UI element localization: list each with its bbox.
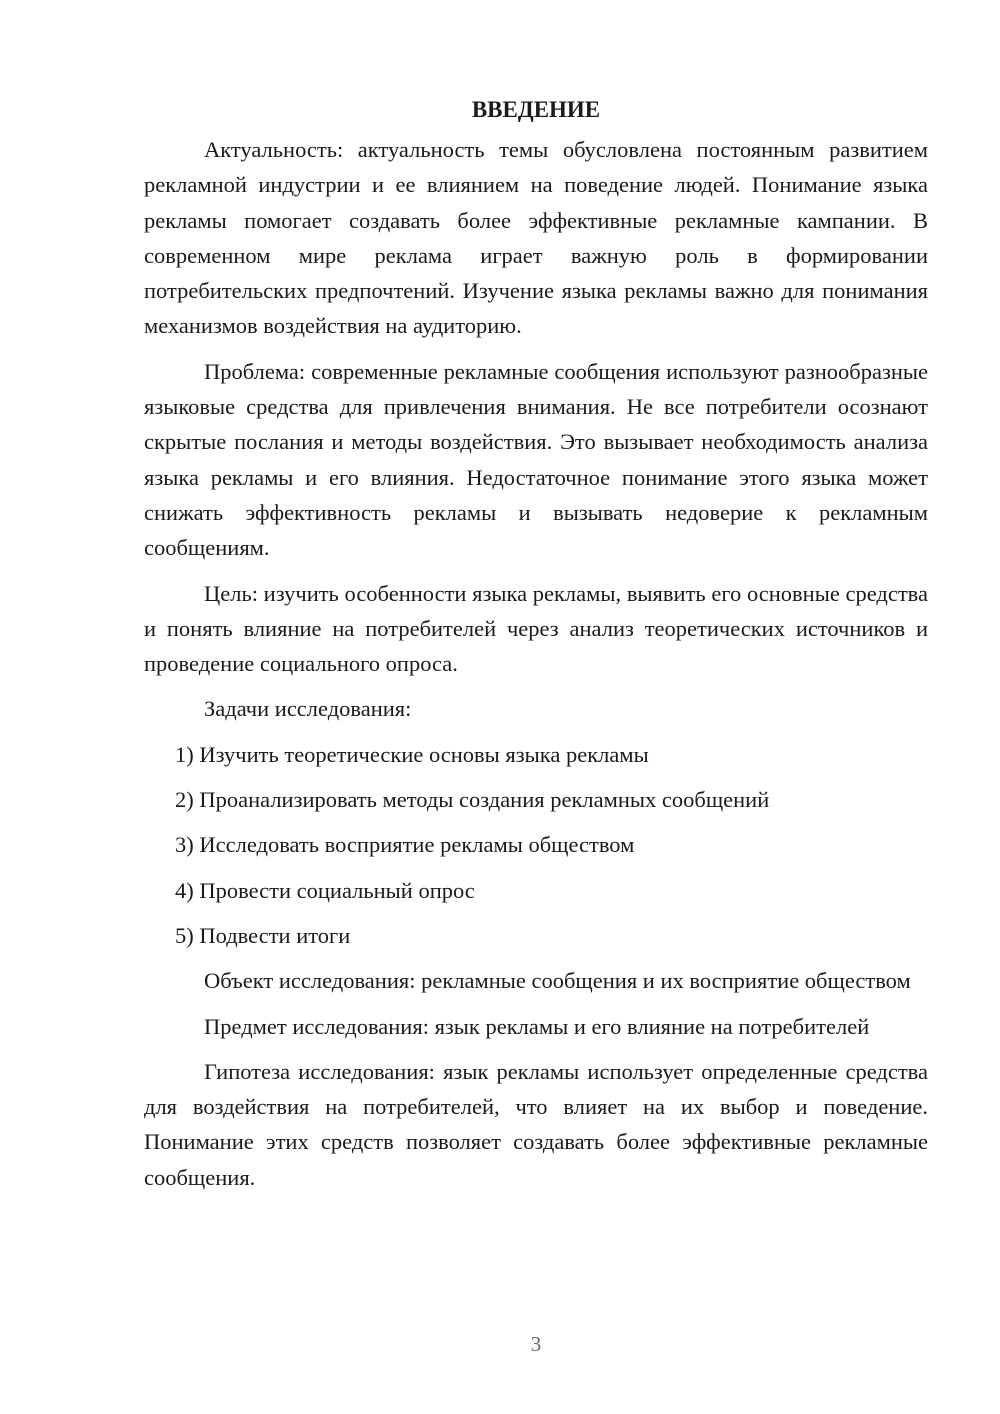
tasks-list <box>144 737 928 953</box>
problem-paragraph: Проблема: современные рекламные сообщения используют разнообразные языковые средства для привлечения внимания. Не все потребители осознают скрытые послания и методы воздействия. Это вызывает необходимость анализа языка рекламы и его влияния. Недостаточное понимание этого языка может снижать эффективность рекламы и вызывать недоверие к рекламным сообщениям. <box>144 358 928 561</box>
document-page <box>144 92 928 1205</box>
page-number: 3 <box>530 1332 542 1356</box>
page-title: ВВЕДЕНИЕ <box>471 97 601 122</box>
hypothesis-paragraph: Гипотеза исследования: язык рекламы использует определенные средства для воздействия на потребителей, что влияет на их выбор и поведение. Понимание этих средств позволяет создавать более эффективные рекламные сообщения. <box>144 1058 928 1190</box>
subject-paragraph: Предмет исследования: язык рекламы и его влияние на потребителей <box>204 1013 870 1039</box>
list-item: 5) Подвести итоги <box>175 922 351 948</box>
list-item: 2) Проанализировать методы создания рекламных сообщений <box>175 787 770 813</box>
relevance-paragraph: Актуальность: актуальность темы обусловлена постоянным развитием рекламной индустрии и ее влиянием на поведение людей. Понимание языка рекламы помогает создавать более эффективные рекламные кампании. В современном мире реклама играет важную роль в формировании потребительских предпочтений. Изучение языка рекламы важно для понимания механизмов воздействия на аудиторию. <box>144 137 928 339</box>
goal-paragraph: Цель: изучить особенности языка рекламы, выявить его основные средства и понять влияние на потребителей через анализ теоретических источников и проведение социального опроса. <box>144 580 928 677</box>
tasks-heading: Задачи исследования: <box>204 696 412 722</box>
object-paragraph: Объект исследования: рекламные сообщения и их восприятие обществом <box>204 968 911 994</box>
list-item: 1) Изучить теоретические основы языка рекламы <box>175 741 649 767</box>
list-item: 4) Провести социальный опрос <box>175 877 475 903</box>
list-item: 3) Исследовать восприятие рекламы обществом <box>175 832 635 858</box>
